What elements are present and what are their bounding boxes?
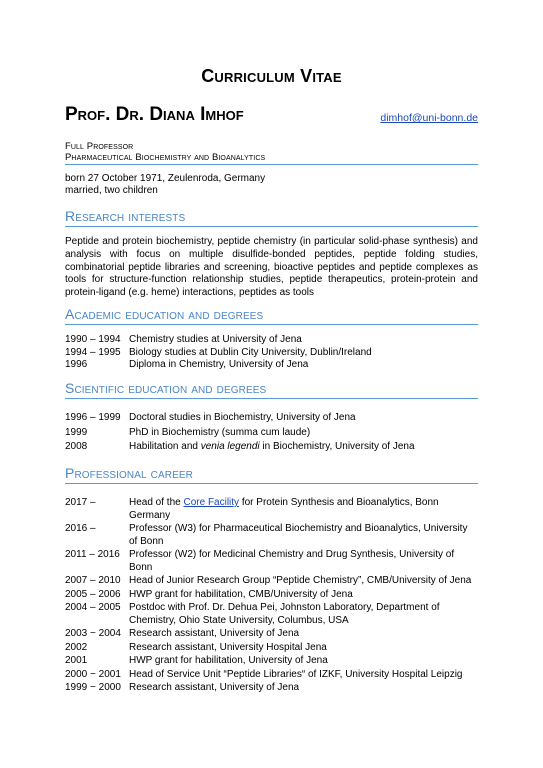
entry-description: PhD in Biochemistry (summa cum laude)	[129, 426, 311, 438]
entry-text: in Biochemistry, University of Jena	[259, 441, 415, 452]
scientific-list	[65, 412, 478, 454]
entry-description	[129, 497, 478, 522]
birth-info: born 27 October 1971, Zeulenroda, Germany	[65, 173, 266, 184]
list-item	[65, 427, 478, 440]
career-list	[65, 497, 478, 695]
list-item	[65, 347, 478, 360]
career-rule	[65, 483, 478, 484]
entry-description: Research assistant, University Hospital Jena	[129, 641, 327, 653]
list-item	[65, 642, 478, 655]
position-department: Pharmaceutical Biochemistry and Bioanalytics	[65, 152, 266, 163]
entry-years: 1999 − 2000	[65, 682, 121, 693]
entry-description: Research assistant, University of Jena	[129, 682, 300, 693]
entry-text: Head of the	[129, 497, 184, 508]
person-name: Prof. Dr. Diana Imhof	[65, 104, 244, 125]
entry-description: HWP grant for habilitation, University of Jena	[129, 655, 328, 666]
name-row	[65, 104, 478, 130]
list-item	[65, 497, 478, 522]
list-item	[65, 682, 478, 695]
entry-years: 2016 –	[65, 523, 96, 534]
entry-years: 2017 –	[65, 497, 96, 508]
entry-years: 2007 – 2010	[65, 575, 121, 586]
entry-years: 2003 − 2004	[65, 628, 121, 639]
entry-years: 2011 – 2016	[65, 549, 120, 560]
entry-description: Biology studies at Dublin City University, Dublin/Ireland	[129, 346, 372, 358]
email-link[interactable]: dimhof@uni-bonn.de	[380, 112, 478, 124]
list-item	[65, 412, 478, 425]
research-heading: Research interests	[65, 208, 186, 224]
research-rule	[65, 226, 478, 227]
document-title: Curriculum Vitae	[201, 66, 342, 86]
entry-description	[129, 441, 478, 454]
list-item	[65, 628, 478, 641]
entry-years: 1996	[65, 359, 88, 370]
entry-years: 2001	[65, 655, 88, 666]
entry-description: Chemistry studies at University of Jena	[129, 334, 302, 345]
list-item	[65, 441, 478, 454]
entry-description: Doctoral studies in Biochemistry, University of Jena	[129, 412, 356, 423]
entry-years: 2000 − 2001	[65, 668, 121, 680]
header-rule	[65, 164, 478, 165]
academic-heading: Academic education and degrees	[65, 306, 264, 322]
academic-list	[65, 334, 478, 372]
list-item	[65, 602, 478, 627]
list-item	[65, 589, 478, 602]
list-item	[65, 549, 478, 574]
entry-years: 1999	[65, 426, 88, 438]
entry-description: Diploma in Chemistry, University of Jena	[129, 359, 309, 370]
scientific-heading: Scientific education and degrees	[65, 380, 267, 396]
academic-rule	[65, 324, 478, 325]
entry-text: for Protein Synthesis and Bioanalytics, Bonn Germany	[129, 497, 439, 521]
list-item	[65, 359, 478, 372]
entry-description: Postdoc with Prof. Dr. Dehua Pei, Johnston Laboratory, Department of Chemistry, Ohio State University, Columbus, USA	[129, 602, 440, 626]
family-info: married, two children	[65, 185, 158, 196]
venia-legendi-text: venia legendi	[200, 441, 260, 452]
entry-description: Head of Service Unit “Peptide Libraries“ of IZKF, University Hospital Leipzig	[129, 668, 463, 680]
entry-description: Professor (W3) for Pharmaceutical Biochemistry and Bioanalytics, University of Bonn	[129, 523, 468, 547]
entry-description: Head of Junior Research Group “Peptide Chemistry”, CMB/University of Jena	[129, 575, 472, 586]
career-heading: Professional career	[65, 465, 193, 481]
entry-years: 1994 – 1995	[65, 346, 121, 358]
research-text: Peptide and protein biochemistry, peptide chemistry (in particular solid-phase synthesis) and analysis with focus on multiple disulfide-bonded peptides, peptide folding studies, combinatorial peptide libraries and screening, bioactive peptides and peptide complexes as tools for structure-function relationship studies, peptide therapeutics, protein-protein and protein-ligand (e.g. heme) interactions, peptides as tools	[65, 236, 478, 299]
entry-description: HWP grant for habilitation, CMB/University of Jena	[129, 588, 353, 600]
entry-years: 2008	[65, 441, 88, 452]
scientific-rule	[65, 398, 478, 399]
core-facility-link[interactable]: Core Facility	[183, 497, 240, 508]
entry-years: 1990 – 1994	[65, 334, 121, 345]
entry-years: 2005 – 2006	[65, 588, 121, 600]
list-item	[65, 575, 478, 588]
list-item	[65, 334, 478, 347]
entry-years: 2002	[65, 641, 88, 653]
position-title: Full Professor	[65, 141, 134, 152]
entry-description: Professor (W2) for Medicinal Chemistry and Drug Synthesis, University of Bonn	[129, 549, 455, 573]
entry-years: 2004 – 2005	[65, 602, 121, 613]
entry-text: Habilitation and	[129, 441, 201, 452]
entry-years: 1996 – 1999	[65, 412, 121, 423]
list-item	[65, 523, 478, 548]
list-item	[65, 655, 478, 668]
entry-description: Research assistant, University of Jena	[129, 628, 300, 639]
list-item	[65, 669, 478, 682]
